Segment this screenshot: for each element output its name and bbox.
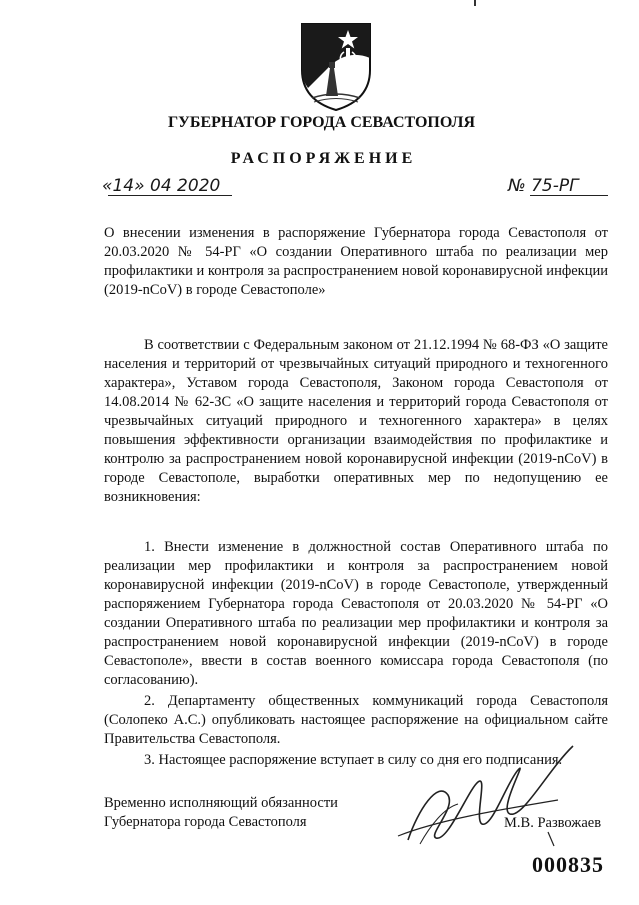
handwritten-signature-icon bbox=[378, 740, 578, 860]
number-underline bbox=[530, 195, 608, 196]
signatory-name: М.В. Развожаев bbox=[504, 815, 602, 831]
position-line: Временно исполняющий обязанности bbox=[104, 795, 338, 811]
issuing-authority: ГУБЕРНАТОР ГОРОДА СЕВАСТОПОЛЯ bbox=[167, 114, 475, 131]
scan-mark bbox=[474, 0, 476, 6]
subject-text: О внесении изменения в распоряжение Губернатора города Севастополя от 20.03.2020 № 54-РГ «О создании Оперативного штаба по реализации мер профилактики и контроля за распространением новой коронавирусной инфекции (2019-nCoV) в городе Севастополе» bbox=[104, 225, 608, 298]
coat-of-arms-icon bbox=[296, 18, 376, 114]
document-subject bbox=[104, 224, 608, 300]
position-line: Губернатора города Севастополя bbox=[104, 814, 307, 830]
document-number bbox=[508, 174, 608, 200]
preamble-text: В соответствии с Федеральным законом от 21.12.1994 № 68-ФЗ «О защите населения и территорий от чрезвычайных ситуаций природного и техногенного характера», Уставом города Севастополя, Законом города Севастополя от 14.08.2014 № 62-ЗС «О защите населения и территорий города Севастополя от чрезвычайных ситуаций природного и техногенного характера» в целях повышения эффективности организации взаимодействия по профилактике и контролю за распространением новой коронавирусной инфекции (2019-nCoV) в городе Севастополе, выработки оперативных мер по недопущению ее возникновения: bbox=[104, 337, 608, 505]
document-preamble bbox=[104, 336, 608, 507]
document-type: РАСПОРЯЖЕНИЕ bbox=[230, 150, 417, 167]
date-underline bbox=[108, 195, 232, 196]
signatory-position bbox=[104, 794, 384, 832]
number-handwritten: № 75-РГ bbox=[508, 176, 579, 196]
date-handwritten: «14» 04 2020 bbox=[102, 176, 221, 196]
order-items bbox=[104, 538, 608, 772]
order-item: 1. Внести изменение в должностной состав Оперативного штаба по реализации мер профилактики и контроля за распространением новой коронавирусной инфекции (2019-nCoV) в городе Севастополе, утвержденный распоряжением Губернатора города Севастополя от 20.03.2020 № 54-РГ «О создании Оперативного штаба по реализации мер профилактики и контроля за распространением новой коронавирусной инфекции (2019-nCoV) в городе Севастополе», ввести в состав военного комиссара города Севастополя (по согласованию). bbox=[104, 539, 608, 688]
order-item: 3. Настоящее распоряжение вступает в силу со дня его подписания. bbox=[144, 752, 563, 768]
order-item: 2. Департаменту общественных коммуникаций города Севастополя (Солопеко А.С.) опубликовать настоящее распоряжение на официальном сайте Правительства Севастополя. bbox=[104, 693, 608, 747]
document-date bbox=[102, 174, 232, 200]
serial-number: 000835 bbox=[532, 852, 604, 877]
